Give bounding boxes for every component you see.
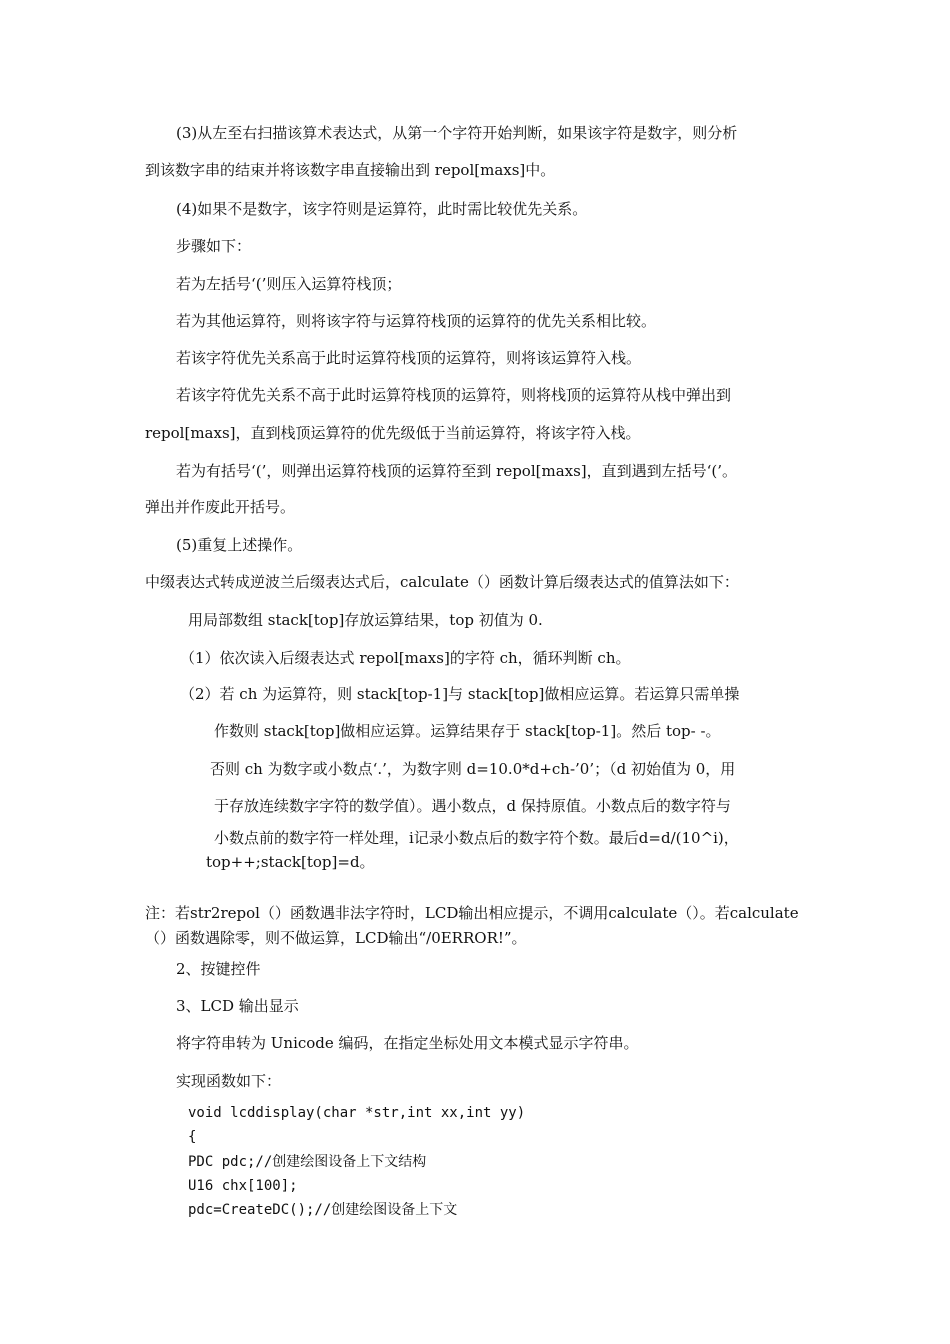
text-line: （2）若 ch 为运算符，则 stack[top-1]与 stack[top]做相应运算。若运算只需单操 — [180, 685, 740, 703]
text-line: 弹出并作废此开括号。 — [145, 498, 296, 516]
text-line: 到该数字串的结束并将该数字串直接输出到 repol[maxs]中。 — [145, 161, 556, 179]
code-line: pdc=CreateDC();//创建绘图设备上下文 — [188, 1202, 458, 1218]
code-line: PDC pdc;//创建绘图设备上下文结构 — [188, 1154, 427, 1170]
text-line: 实现函数如下： — [176, 1072, 282, 1090]
code-line: U16 chx[100]; — [188, 1178, 298, 1194]
section-heading: 3、LCD 输出显示 — [176, 997, 299, 1015]
text-line: top++;stack[top]=d。 — [206, 853, 375, 871]
text-line: (3)从左至右扫描该算术表达式，从第一个字符开始判断，如果该字符是数字，则分析 — [176, 124, 738, 142]
text-line: 用局部数组 stack[top]存放运算结果，top 初值为 0. — [188, 611, 543, 629]
text-line: 于存放连续数字字符的数学值）。遇小数点，d 保持原值。小数点后的数字符与 — [214, 797, 731, 815]
code-line: void lcddisplay(char *str,int xx,int yy) — [188, 1105, 526, 1121]
code-line: { — [188, 1129, 197, 1145]
text-line: 中缀表达式转成逆波兰后缀表达式后，calculate（）函数计算后缀表达式的值算法如下： — [145, 573, 739, 591]
text-line: (5)重复上述操作。 — [176, 536, 303, 554]
text-line: (4)如果不是数字，该字符则是运算符，此时需比较优先关系。 — [176, 200, 588, 218]
text-line: 将字符串转为 Unicode 编码，在指定坐标处用文本模式显示字符串。 — [176, 1034, 639, 1052]
text-line: 步骤如下： — [176, 237, 252, 255]
section-heading: 2、按键控件 — [176, 960, 261, 978]
text-line: 若该字符优先关系高于此时运算符栈顶的运算符，则将该运算符入栈。 — [176, 349, 642, 367]
note-line: （）函数遇除零，则不做运算，LCD输出“/0ERROR!”。 — [145, 929, 527, 947]
text-line: repol[maxs]，直到栈顶运算符的优先级低于当前运算符，将该字符入栈。 — [145, 424, 641, 442]
text-line: 若为其他运算符，则将该字符与运算符栈顶的运算符的优先关系相比较。 — [176, 312, 657, 330]
text-line: （1）依次读入后缀表达式 repol[maxs]的字符 ch，循环判断 ch。 — [180, 649, 631, 667]
text-line: 作数则 stack[top]做相应运算。运算结果存于 stack[top-1]。然后 top- -。 — [214, 722, 721, 740]
text-line: 若为有括号‘(’，则弹出运算符栈顶的运算符至到 repol[maxs]，直到遇到左括号‘(’。 — [176, 462, 738, 480]
text-line: 否则 ch 为数字或小数点‘.’，为数字则 d=10.0*d+ch-’0’；（d 初始值为 0，用 — [210, 760, 736, 778]
text-line: 若该字符优先关系不高于此时运算符栈顶的运算符，则将栈顶的运算符从栈中弹出到 — [176, 386, 732, 404]
note-line: 注：若str2repol（）函数遇非法字符时，LCD输出相应提示，不调用calculate（）。若calculate — [145, 904, 799, 922]
text-line: 小数点前的数字符一样处理，i记录小数点后的数字符个数。最后d=d/(10^i)， — [214, 829, 739, 847]
text-line: 若为左括号‘(’则压入运算符栈顶； — [176, 275, 402, 293]
